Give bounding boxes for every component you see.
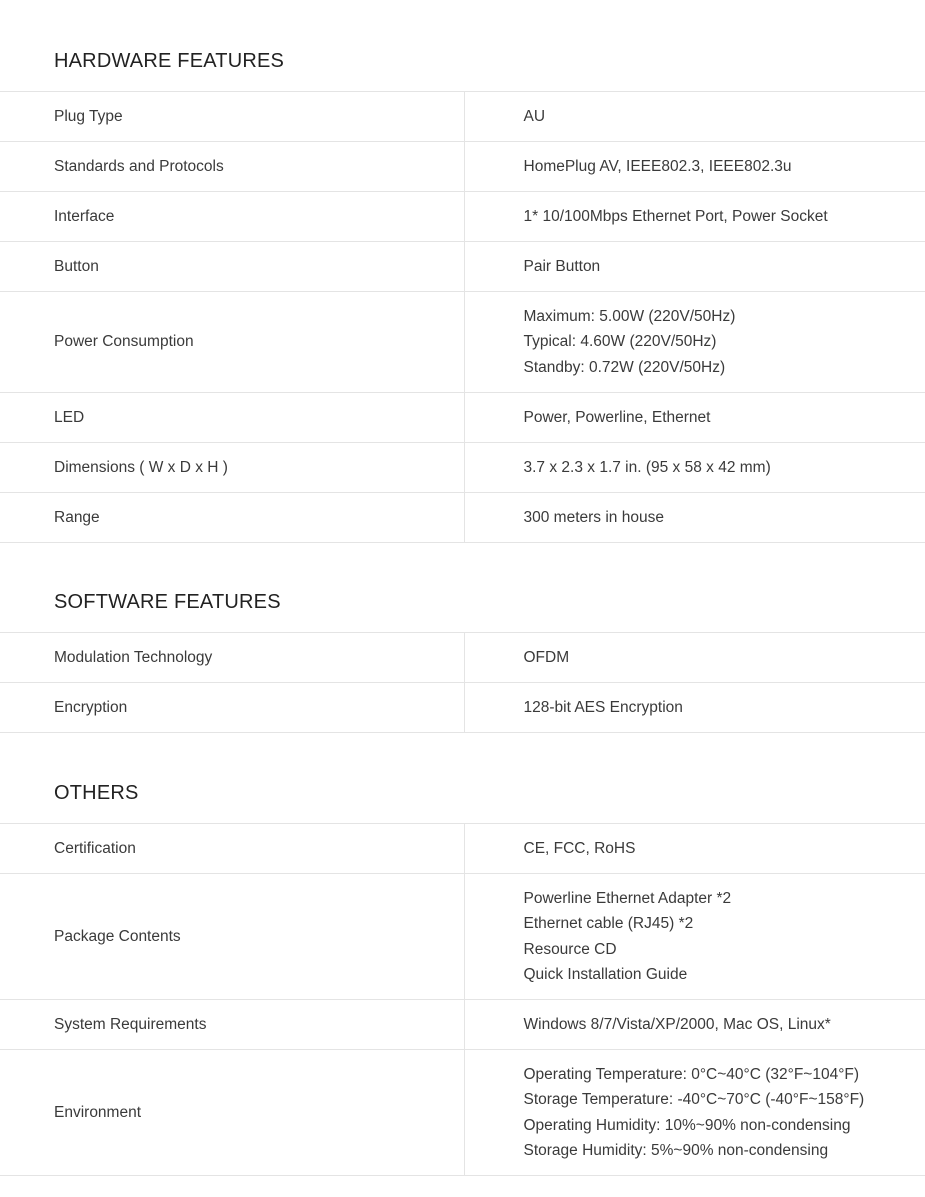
spec-value-line: Storage Temperature: -40°C~70°C (-40°F~158°F)	[523, 1091, 865, 1108]
spec-value-line: Resource CD	[523, 940, 617, 958]
section-title: HARDWARE FEATURES	[54, 50, 285, 72]
spec-label: Environment	[0, 1050, 464, 1176]
spec-value	[464, 1000, 925, 1050]
spec-value-line: Powerline Ethernet Adapter *2	[523, 889, 732, 907]
spec-value-line: Operating Humidity: 10%~90% non-condensing	[523, 1116, 851, 1134]
spec-row	[0, 393, 925, 443]
spec-value-line: CE, FCC, RoHS	[523, 839, 636, 857]
spec-label: Range	[0, 493, 464, 543]
spec-value-line: Operating Temperature: 0°C~40°C (32°F~104°F)	[523, 1065, 860, 1083]
spec-label: Dimensions ( W x D x H )	[0, 443, 464, 493]
spec-row	[0, 824, 925, 874]
spec-table	[0, 632, 925, 733]
spec-label: Power Consumption	[0, 292, 464, 393]
spec-value-line: Maximum: 5.00W (220V/50Hz)	[523, 307, 736, 325]
spec-value-line: Standby: 0.72W (220V/50Hz)	[523, 358, 726, 376]
spec-row	[0, 242, 925, 292]
spec-row	[0, 683, 925, 733]
spec-value-line: 300 meters in house	[523, 508, 664, 526]
spec-value-line: OFDM	[523, 648, 570, 666]
spec-value-line: Storage Humidity: 5%~90% non-condensing	[523, 1142, 829, 1159]
spec-table	[0, 91, 925, 543]
spec-value-line: AU	[523, 107, 546, 125]
spec-label: LED	[0, 393, 464, 443]
spec-row	[0, 292, 925, 393]
spec-label: Button	[0, 242, 464, 292]
section-title: OTHERS	[54, 782, 139, 804]
spec-value	[464, 683, 925, 733]
spec-row	[0, 874, 925, 1000]
spec-value-line: Quick Installation Guide	[523, 966, 688, 983]
spec-value	[464, 1050, 925, 1176]
spec-label: Standards and Protocols	[0, 142, 464, 192]
spec-value	[464, 242, 925, 292]
spec-row	[0, 92, 925, 142]
spec-value	[464, 142, 925, 192]
spec-row	[0, 443, 925, 493]
spec-value	[464, 493, 925, 543]
spec-table	[0, 823, 925, 1176]
spec-value-line: Typical: 4.60W (220V/50Hz)	[523, 333, 717, 351]
spec-value	[464, 874, 925, 1000]
spec-value-line: HomePlug AV, IEEE802.3, IEEE802.3u	[523, 157, 792, 175]
spec-value-line: Pair Button	[523, 257, 601, 275]
spec-value-line: 128-bit AES Encryption	[523, 698, 683, 716]
spec-label: Modulation Technology	[0, 633, 464, 683]
spec-value	[464, 292, 925, 393]
spec-value	[464, 92, 925, 142]
spec-value-line: 3.7 x 2.3 x 1.7 in. (95 x 58 x 42 mm)	[523, 458, 771, 476]
spec-label: Plug Type	[0, 92, 464, 142]
spec-value	[464, 633, 925, 683]
spec-value-line: Power, Powerline, Ethernet	[523, 408, 711, 426]
spec-value-line: Ethernet cable (RJ45) *2	[523, 915, 694, 932]
spec-label: Certification	[0, 824, 464, 874]
spec-label: System Requirements	[0, 1000, 464, 1050]
spec-label: Interface	[0, 192, 464, 242]
spec-row	[0, 142, 925, 192]
spec-row	[0, 192, 925, 242]
spec-label: Package Contents	[0, 874, 464, 1000]
spec-value	[464, 393, 925, 443]
spec-label: Encryption	[0, 683, 464, 733]
spec-value	[464, 824, 925, 874]
spec-value	[464, 443, 925, 493]
spec-row	[0, 493, 925, 543]
spec-row	[0, 1000, 925, 1050]
spec-value-line: Windows 8/7/Vista/XP/2000, Mac OS, Linux*	[523, 1015, 831, 1033]
section-title: SOFTWARE FEATURES	[54, 591, 281, 613]
spec-row	[0, 1050, 925, 1176]
spec-value-line: 1* 10/100Mbps Ethernet Port, Power Socket	[523, 207, 828, 225]
spec-row	[0, 633, 925, 683]
spec-value	[464, 192, 925, 242]
